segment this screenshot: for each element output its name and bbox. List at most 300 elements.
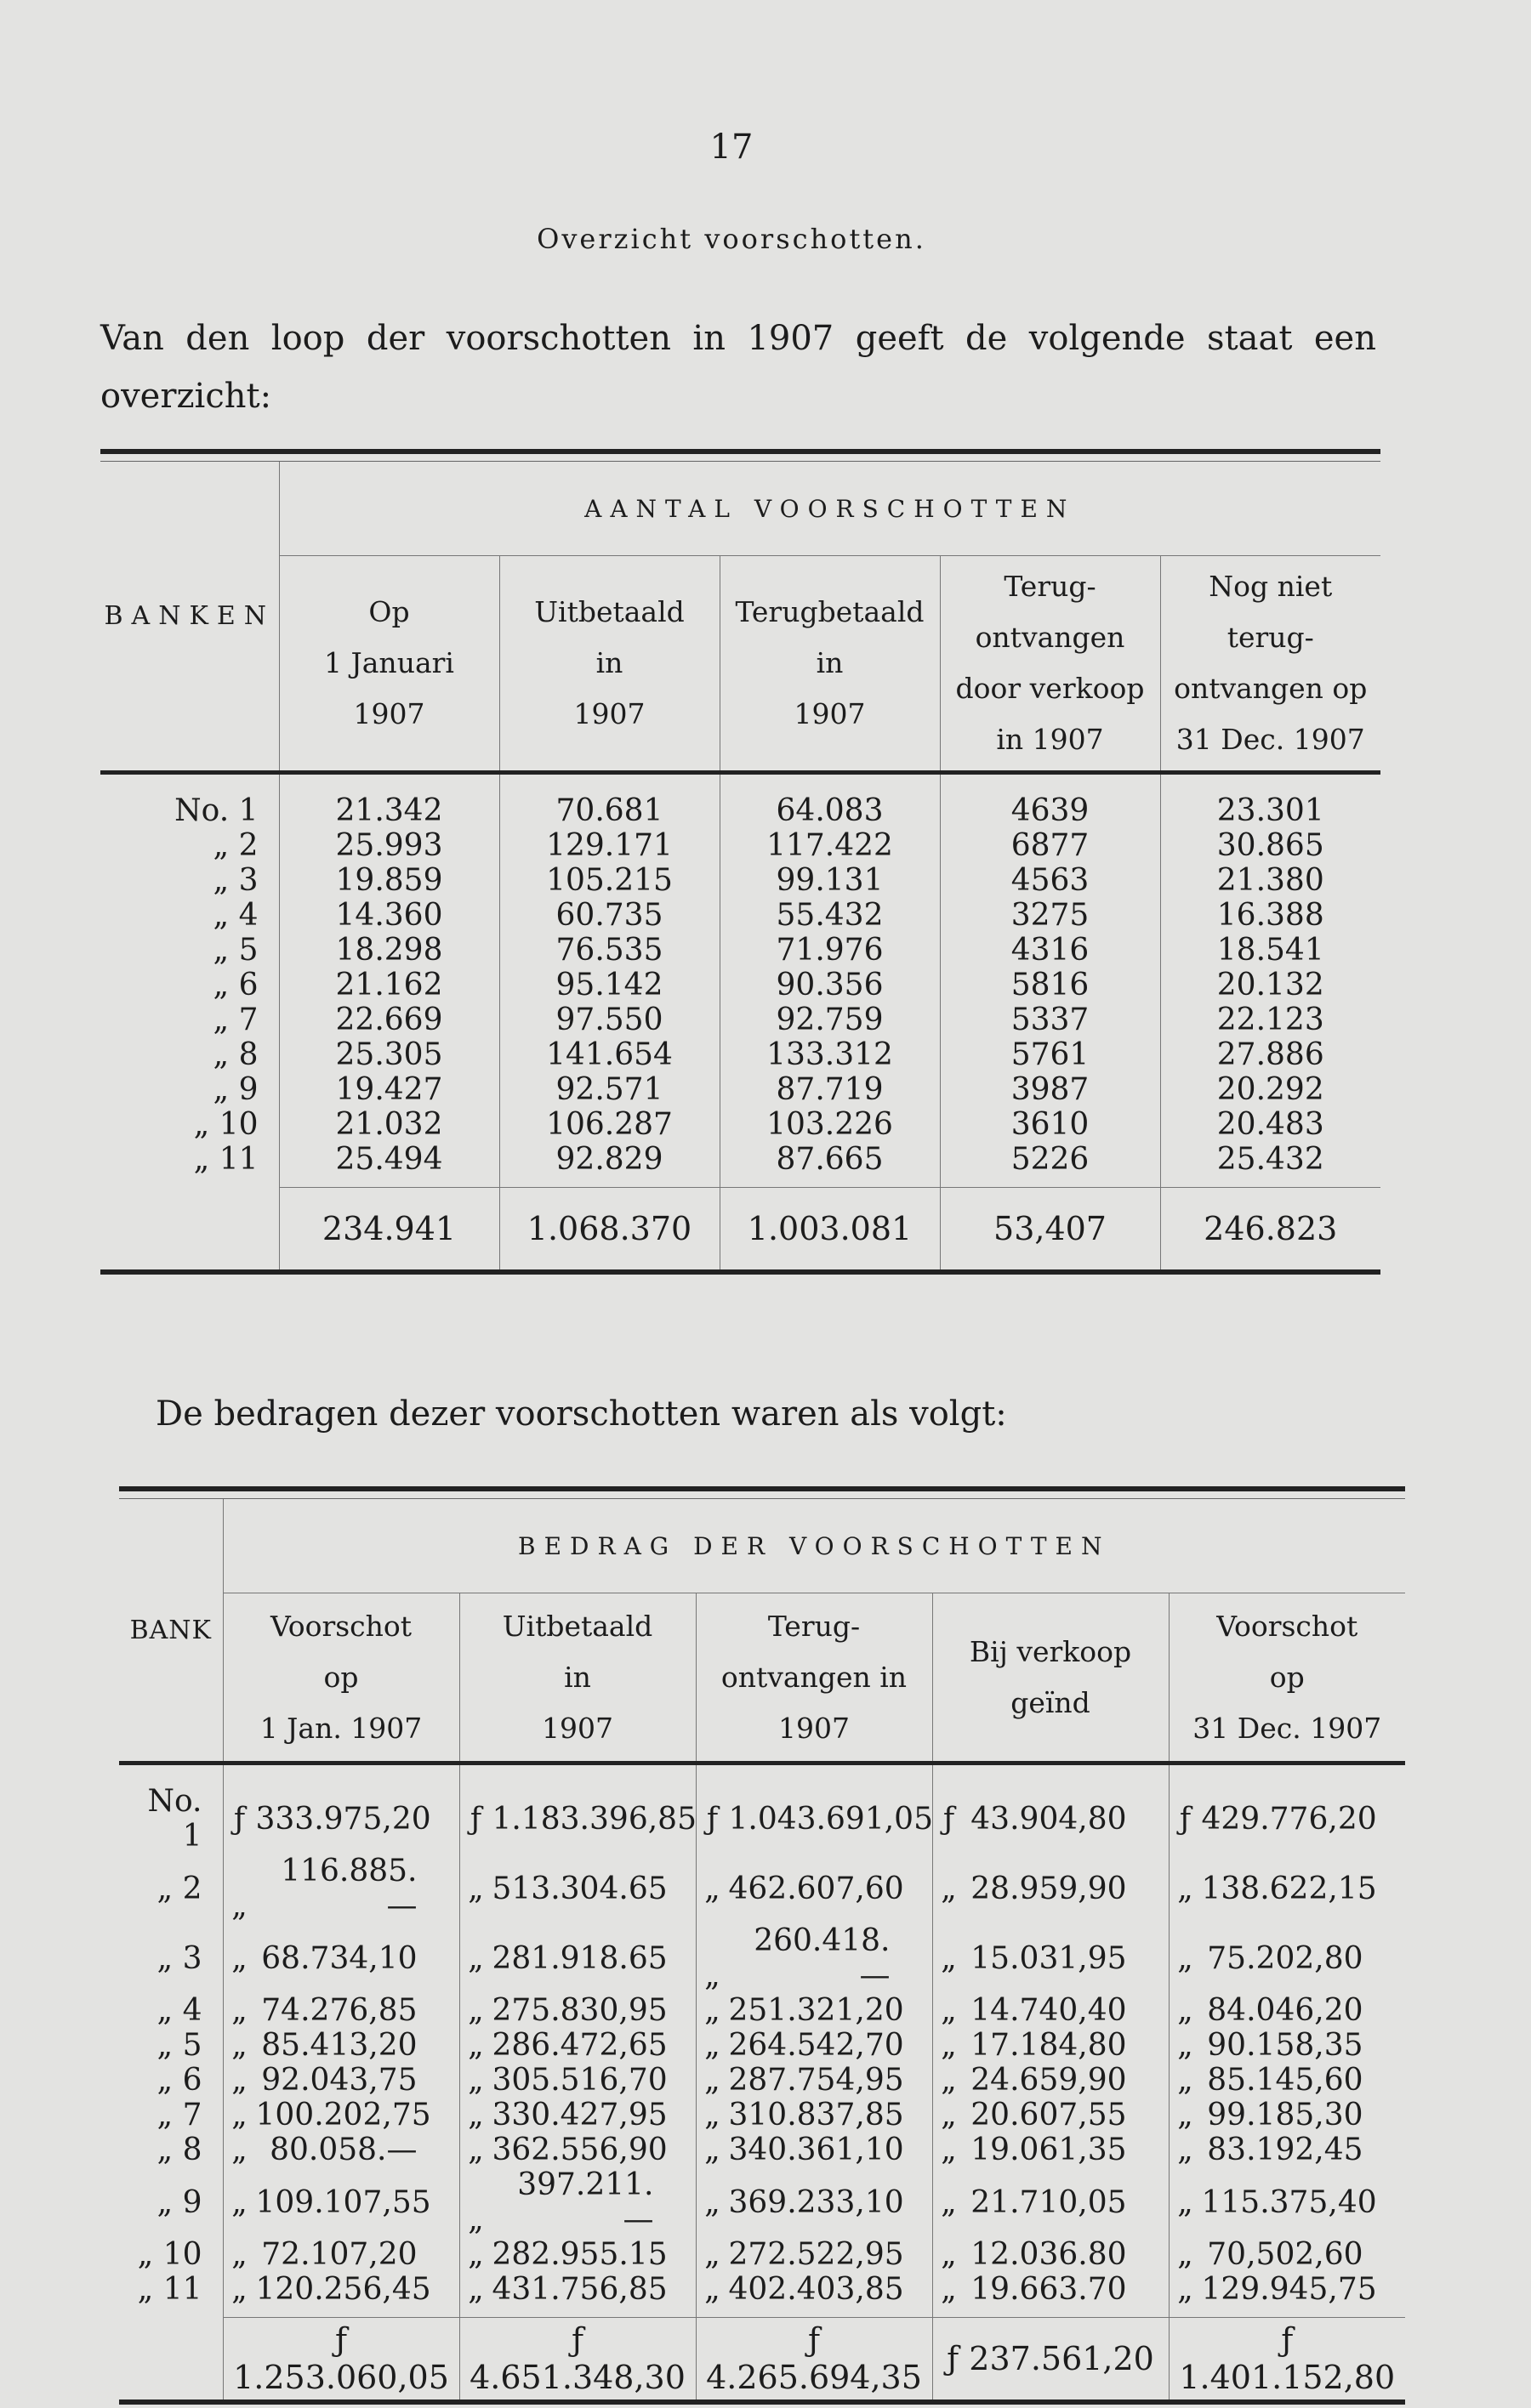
table-cell: 3987 bbox=[940, 1072, 1160, 1107]
cell-value: 275.830,95 bbox=[492, 1993, 668, 2028]
column-header bbox=[499, 556, 720, 773]
cell-value: 282.955.15 bbox=[492, 2237, 668, 2272]
table-row bbox=[100, 1107, 1380, 1142]
table-cell bbox=[696, 1993, 932, 2028]
table-cell bbox=[223, 2098, 459, 2133]
cell-value: 397.211.— bbox=[517, 2167, 654, 2237]
column-header bbox=[279, 556, 499, 773]
table-cell bbox=[459, 2272, 696, 2318]
table-cell: 21.380 bbox=[1160, 863, 1380, 898]
total-cell: 53,407 bbox=[940, 1188, 1160, 1273]
totals-row bbox=[119, 2318, 1405, 2403]
row-label: „ 5 bbox=[157, 2028, 202, 2063]
row-label: „ 6 bbox=[157, 2063, 202, 2098]
table-cell bbox=[932, 1923, 1169, 1993]
row-label: „ 11 bbox=[137, 2272, 202, 2308]
table-cell bbox=[1169, 2167, 1405, 2237]
cell-value: 129.945,75 bbox=[1201, 2272, 1377, 2307]
table-cell: 22.123 bbox=[1160, 1002, 1380, 1037]
column-header-line: Voorschot bbox=[1216, 1609, 1358, 1643]
column-header-line: ontvangen op bbox=[1174, 672, 1368, 705]
column-header-line: Uitbetaald bbox=[534, 595, 685, 628]
currency-prefix: „ bbox=[704, 2272, 720, 2307]
table-cell: 3610 bbox=[940, 1107, 1160, 1142]
table-row bbox=[100, 1142, 1380, 1188]
currency-prefix: ƒ bbox=[706, 1801, 719, 1837]
column-header-line: Op bbox=[368, 595, 410, 628]
currency-prefix: „ bbox=[231, 2184, 248, 2220]
currency-prefix: „ bbox=[1177, 2028, 1193, 2063]
table-cell: 70.681 bbox=[499, 773, 720, 829]
table-cell: 4316 bbox=[940, 933, 1160, 968]
column-header-line: 1 Januari bbox=[324, 646, 454, 679]
column-header-line: Uitbetaald bbox=[502, 1609, 653, 1643]
cell-value: 70,502,60 bbox=[1207, 2237, 1363, 2272]
table-cell bbox=[223, 2028, 459, 2063]
cell-value: 99.185,30 bbox=[1207, 2098, 1363, 2133]
column-header-line: in bbox=[564, 1660, 591, 1694]
cell-value: 462.607,60 bbox=[728, 1871, 904, 1906]
table-cell: 4639 bbox=[940, 773, 1160, 829]
cell-value: 83.192,45 bbox=[1207, 2133, 1363, 2167]
group-header: BEDRAG DER VOORSCHOTTEN bbox=[223, 1499, 1405, 1593]
row-label: „ 7 bbox=[213, 1002, 259, 1037]
table-cell: 55.432 bbox=[720, 898, 940, 933]
currency-prefix: „ bbox=[941, 1871, 957, 1906]
currency-prefix: „ bbox=[468, 2098, 484, 2133]
table-row bbox=[100, 898, 1380, 933]
currency-prefix: „ bbox=[941, 2063, 957, 2098]
table-bedrag-voorschotten bbox=[119, 1486, 1405, 2408]
cell-value: 333.975,20 bbox=[255, 1801, 431, 1837]
table-cell: 25.432 bbox=[1160, 1142, 1380, 1188]
totals-label-spacer bbox=[119, 2318, 223, 2403]
cell-value: 109.107,55 bbox=[255, 2184, 431, 2220]
cell-value: 1.043.691,05 bbox=[728, 1801, 933, 1837]
table-cell: 71.976 bbox=[720, 933, 940, 968]
total-cell: 234.941 bbox=[279, 1188, 499, 1273]
table-cell bbox=[459, 1854, 696, 1923]
currency-prefix: „ bbox=[941, 2184, 957, 2220]
row-label: „ 2 bbox=[157, 1871, 202, 1906]
table-cell: 5226 bbox=[940, 1142, 1160, 1188]
table-cell: 25.993 bbox=[279, 828, 499, 863]
group-header: AANTAL VOORSCHOTTEN bbox=[279, 462, 1380, 556]
table-cell: 5761 bbox=[940, 1037, 1160, 1072]
currency-prefix: „ bbox=[704, 2133, 720, 2167]
column-header-line: Terugbetaald bbox=[735, 595, 925, 628]
table-cell bbox=[223, 2237, 459, 2272]
table-cell bbox=[696, 1854, 932, 1923]
column-header-line: geïnd bbox=[1010, 1685, 1090, 1719]
currency-prefix: „ bbox=[231, 2272, 248, 2307]
total-cell: 1.003.081 bbox=[720, 1188, 940, 1273]
currency-prefix: ƒ bbox=[942, 1801, 955, 1837]
table-row bbox=[119, 1923, 1405, 1993]
cell-value: 19.663.70 bbox=[970, 2272, 1127, 2307]
column-header-line: in bbox=[816, 646, 844, 679]
table-cell bbox=[459, 1763, 696, 1854]
table-row bbox=[100, 773, 1380, 829]
table-cell: 3275 bbox=[940, 898, 1160, 933]
column-header-line: Nog niet bbox=[1209, 570, 1333, 603]
currency-prefix: „ bbox=[468, 2028, 484, 2063]
row-label: „ 4 bbox=[157, 1993, 202, 2028]
table-cell bbox=[696, 1923, 932, 1993]
table-rule-bottom bbox=[100, 1272, 1380, 1278]
currency-prefix: „ bbox=[1177, 2098, 1193, 2133]
currency-prefix: „ bbox=[704, 2028, 720, 2063]
table-cell bbox=[696, 2272, 932, 2318]
total-cell: ƒ 1.253.060,05 bbox=[223, 2318, 459, 2403]
column-header bbox=[696, 1593, 932, 1763]
table-cell: 95.142 bbox=[499, 968, 720, 1002]
table-cell: 20.483 bbox=[1160, 1107, 1380, 1142]
cell-value: 138.622,15 bbox=[1201, 1871, 1377, 1906]
currency-prefix: „ bbox=[704, 2063, 720, 2098]
table-row bbox=[100, 828, 1380, 863]
currency-prefix: ƒ bbox=[470, 1801, 482, 1837]
currency-prefix: „ bbox=[704, 1958, 720, 1993]
cell-value: 1.183.396,85 bbox=[492, 1801, 697, 1837]
cell-value: 272.522,95 bbox=[728, 2237, 904, 2272]
currency-prefix: „ bbox=[1177, 2063, 1193, 2098]
currency-prefix: „ bbox=[468, 1940, 484, 1976]
cell-value: 72.107,20 bbox=[261, 2237, 418, 2272]
cell-value: 310.837,85 bbox=[728, 2098, 904, 2133]
table-cell: 6877 bbox=[940, 828, 1160, 863]
column-header bbox=[1169, 1593, 1405, 1763]
table-rule-bottom bbox=[119, 2402, 1405, 2408]
intro-paragraph bbox=[100, 310, 1376, 425]
table-cell bbox=[459, 2098, 696, 2133]
total-cell: ƒ 4.651.348,30 bbox=[459, 2318, 696, 2403]
currency-prefix: ƒ bbox=[1179, 1801, 1192, 1837]
table-cell bbox=[459, 2167, 696, 2237]
page-number: 17 bbox=[709, 128, 754, 167]
table-cell bbox=[932, 2133, 1169, 2167]
currency-prefix: „ bbox=[941, 1940, 957, 1976]
table-cell: 129.171 bbox=[499, 828, 720, 863]
table-cell: 87.719 bbox=[720, 1072, 940, 1107]
column-header-line: door verkoop bbox=[955, 672, 1145, 705]
table-cell: 87.665 bbox=[720, 1142, 940, 1188]
cell-value: 85.413,20 bbox=[261, 2028, 418, 2063]
cell-value: 431.756,85 bbox=[492, 2272, 668, 2307]
total-cell: 1.068.370 bbox=[499, 1188, 720, 1273]
table-row bbox=[119, 2167, 1405, 2237]
column-header-line: 31 Dec. 1907 bbox=[1192, 1711, 1382, 1745]
cell-value: 17.184,80 bbox=[970, 2028, 1127, 2063]
cell-value: 90.158,35 bbox=[1207, 2028, 1363, 2063]
row-label: „ 2 bbox=[213, 828, 259, 863]
table-row bbox=[100, 863, 1380, 898]
table-cell bbox=[1169, 2133, 1405, 2167]
cell-value: 19.061,35 bbox=[970, 2133, 1127, 2167]
table-cell bbox=[696, 2237, 932, 2272]
table-row bbox=[100, 1002, 1380, 1037]
currency-prefix: „ bbox=[231, 2237, 248, 2272]
currency-prefix: „ bbox=[1177, 1940, 1193, 1976]
column-header-line: Bij verkoop bbox=[969, 1634, 1132, 1668]
table-cell: 27.886 bbox=[1160, 1037, 1380, 1072]
table-cell bbox=[1169, 2063, 1405, 2098]
currency-prefix: „ bbox=[1177, 2184, 1193, 2220]
table-cell bbox=[1169, 1854, 1405, 1923]
table-cell bbox=[459, 1993, 696, 2028]
row-label: „ 5 bbox=[213, 933, 259, 968]
column-header-line: in bbox=[595, 646, 623, 679]
table-cell bbox=[1169, 2272, 1405, 2318]
total-cell: ƒ 1.401.152,80 bbox=[1169, 2318, 1405, 2403]
cell-value: 92.043,75 bbox=[261, 2063, 418, 2098]
row-label: No. 1 bbox=[147, 1784, 202, 1854]
row-label: „ 11 bbox=[193, 1142, 259, 1178]
column-header bbox=[223, 1593, 459, 1763]
column-header-line: Terug- bbox=[1004, 570, 1096, 603]
table-cell: 23.301 bbox=[1160, 773, 1380, 829]
cell-value: 281.918.65 bbox=[492, 1940, 668, 1976]
table-cell bbox=[1169, 2237, 1405, 2272]
table-cell: 18.298 bbox=[279, 933, 499, 968]
column-header-line: 1907 bbox=[353, 697, 425, 730]
cell-value: 429.776,20 bbox=[1201, 1801, 1377, 1837]
row-label-header: BANK bbox=[119, 1499, 223, 1763]
currency-prefix: „ bbox=[468, 2133, 484, 2167]
row-label: „ 7 bbox=[157, 2098, 202, 2133]
currency-prefix: „ bbox=[468, 1871, 484, 1906]
currency-prefix: „ bbox=[941, 2272, 957, 2307]
currency-prefix: „ bbox=[231, 1888, 248, 1923]
cell-value: 14.740,40 bbox=[970, 1993, 1127, 2028]
currency-prefix: „ bbox=[941, 2028, 957, 2063]
table-cell bbox=[932, 1854, 1169, 1923]
cell-value: 21.710,05 bbox=[970, 2184, 1127, 2220]
currency-prefix: „ bbox=[704, 2184, 720, 2220]
table-rule-top bbox=[100, 452, 1380, 462]
currency-prefix: „ bbox=[1177, 2272, 1193, 2307]
table-cell: 64.083 bbox=[720, 773, 940, 829]
table-cell: 22.669 bbox=[279, 1002, 499, 1037]
table-cell bbox=[932, 1993, 1169, 2028]
table-cell bbox=[932, 2098, 1169, 2133]
column-header-line: in 1907 bbox=[996, 723, 1104, 756]
row-label: „ 4 bbox=[213, 898, 259, 933]
intro-b-text: De bedragen dezer voorschotten waren als volgt: bbox=[156, 1394, 1007, 1434]
total-cell: ƒ 237.561,20 bbox=[932, 2318, 1169, 2403]
currency-prefix: „ bbox=[231, 2133, 248, 2167]
currency-prefix: „ bbox=[941, 2133, 957, 2167]
column-header bbox=[940, 556, 1160, 773]
cell-value: 369.233,10 bbox=[728, 2184, 904, 2220]
table-cell bbox=[696, 1763, 932, 1854]
table-cell: 60.735 bbox=[499, 898, 720, 933]
currency-prefix: „ bbox=[231, 2063, 248, 2098]
table-cell bbox=[223, 2272, 459, 2318]
table-cell: 21.342 bbox=[279, 773, 499, 829]
row-label-header: BANKEN bbox=[100, 462, 279, 773]
table-cell: 117.422 bbox=[720, 828, 940, 863]
table-cell: 92.571 bbox=[499, 1072, 720, 1107]
row-label: „ 3 bbox=[213, 863, 259, 898]
cell-value: 264.542,70 bbox=[728, 2028, 904, 2063]
cell-value: 402.403,85 bbox=[728, 2272, 904, 2307]
table-row bbox=[100, 1072, 1380, 1107]
table-cell bbox=[223, 2133, 459, 2167]
currency-prefix: „ bbox=[468, 2063, 484, 2098]
cell-value: 12.036.80 bbox=[970, 2237, 1127, 2272]
currency-prefix: „ bbox=[941, 2237, 957, 2272]
cell-value: 116.885.— bbox=[281, 1854, 418, 1923]
cell-value: 24.659,90 bbox=[970, 2063, 1127, 2098]
table-cell bbox=[932, 2167, 1169, 2237]
intro-line-1: Van den loop der voorschotten in 1907 geeft de volgende staat een bbox=[100, 319, 1376, 358]
table-cell bbox=[696, 2028, 932, 2063]
currency-prefix: „ bbox=[704, 1871, 720, 1906]
table-row bbox=[119, 2133, 1405, 2167]
currency-prefix: „ bbox=[231, 1993, 248, 2028]
table-cell: 76.535 bbox=[499, 933, 720, 968]
table-cell bbox=[932, 2272, 1169, 2318]
table-cell: 105.215 bbox=[499, 863, 720, 898]
totals-row bbox=[100, 1188, 1380, 1273]
table-cell: 19.859 bbox=[279, 863, 499, 898]
column-header-line: op bbox=[1269, 1660, 1305, 1694]
table-cell: 30.865 bbox=[1160, 828, 1380, 863]
cell-value: 260.418.— bbox=[754, 1923, 891, 1993]
table-cell bbox=[696, 2167, 932, 2237]
table-cell bbox=[696, 2098, 932, 2133]
row-label: „ 10 bbox=[193, 1107, 259, 1142]
table-row bbox=[119, 1993, 1405, 2028]
column-header-line: Terug- bbox=[767, 1609, 861, 1643]
table-row bbox=[119, 2237, 1405, 2272]
table-cell bbox=[1169, 1923, 1405, 1993]
currency-prefix: „ bbox=[941, 1993, 957, 2028]
column-header bbox=[1160, 556, 1380, 773]
column-header-line: 1907 bbox=[542, 1711, 613, 1745]
table-cell: 97.550 bbox=[499, 1002, 720, 1037]
table-cell bbox=[459, 1923, 696, 1993]
table-cell bbox=[932, 2063, 1169, 2098]
totals-label-spacer bbox=[100, 1188, 279, 1273]
table-cell bbox=[223, 1854, 459, 1923]
column-header-line: 1907 bbox=[573, 697, 646, 730]
table-cell bbox=[696, 2133, 932, 2167]
table-cell: 14.360 bbox=[279, 898, 499, 933]
table-cell: 92.829 bbox=[499, 1142, 720, 1188]
cell-value: 287.754,95 bbox=[728, 2063, 904, 2098]
column-header-line: 1907 bbox=[778, 1711, 850, 1745]
table-cell: 25.305 bbox=[279, 1037, 499, 1072]
cell-value: 68.734,10 bbox=[261, 1940, 418, 1976]
currency-prefix: „ bbox=[1177, 1871, 1193, 1906]
table-cell bbox=[223, 1993, 459, 2028]
column-header-line: 31 Dec. 1907 bbox=[1175, 723, 1365, 756]
currency-prefix: „ bbox=[941, 2098, 957, 2133]
table-row bbox=[119, 2272, 1405, 2318]
column-header-line: ontvangen bbox=[975, 621, 1125, 654]
column-header-line: op bbox=[323, 1660, 359, 1694]
currency-prefix: „ bbox=[468, 2202, 484, 2237]
table-row bbox=[100, 933, 1380, 968]
row-label: „ 3 bbox=[157, 1940, 202, 1976]
table-cell: 90.356 bbox=[720, 968, 940, 1002]
table-cell: 4563 bbox=[940, 863, 1160, 898]
table-cell: 18.541 bbox=[1160, 933, 1380, 968]
table-cell: 141.654 bbox=[499, 1037, 720, 1072]
table-cell bbox=[932, 2028, 1169, 2063]
table-cell bbox=[932, 2237, 1169, 2272]
currency-prefix: „ bbox=[231, 1940, 248, 1976]
table-cell: 16.388 bbox=[1160, 898, 1380, 933]
table-cell bbox=[223, 2167, 459, 2237]
row-label: „ 10 bbox=[137, 2237, 202, 2272]
table-cell bbox=[932, 1763, 1169, 1854]
table-cell: 106.287 bbox=[499, 1107, 720, 1142]
table-cell: 5816 bbox=[940, 968, 1160, 1002]
table-row bbox=[119, 2063, 1405, 2098]
cell-value: 513.304.65 bbox=[492, 1871, 668, 1906]
row-label: „ 8 bbox=[157, 2133, 202, 2167]
row-label: „ 6 bbox=[213, 968, 259, 1002]
currency-prefix: „ bbox=[468, 1993, 484, 2028]
row-label: „ 8 bbox=[213, 1037, 259, 1072]
cell-value: 20.607,55 bbox=[970, 2098, 1127, 2133]
column-header bbox=[459, 1593, 696, 1763]
currency-prefix: ƒ bbox=[233, 1801, 246, 1837]
row-label: „ 9 bbox=[157, 2184, 202, 2220]
cell-value: 80.058.— bbox=[270, 2133, 418, 2167]
table-row bbox=[100, 968, 1380, 1002]
table-cell bbox=[223, 2063, 459, 2098]
cell-value: 43.904,80 bbox=[970, 1801, 1127, 1837]
table-cell bbox=[223, 1923, 459, 1993]
table-row bbox=[119, 2098, 1405, 2133]
table-rule-top bbox=[119, 1489, 1405, 1499]
cell-value: 330.427,95 bbox=[492, 2098, 668, 2133]
column-header bbox=[720, 556, 940, 773]
table-cell bbox=[223, 1763, 459, 1854]
table-cell: 25.494 bbox=[279, 1142, 499, 1188]
total-cell: ƒ 4.265.694,35 bbox=[696, 2318, 932, 2403]
table-cell bbox=[1169, 2028, 1405, 2063]
row-label: „ 9 bbox=[213, 1072, 259, 1107]
total-cell: 246.823 bbox=[1160, 1188, 1380, 1273]
cell-value: 115.375,40 bbox=[1201, 2184, 1377, 2220]
table-cell: 99.131 bbox=[720, 863, 940, 898]
column-header-line: Voorschot bbox=[270, 1609, 413, 1643]
column-header-line: terug- bbox=[1227, 621, 1314, 654]
table-row bbox=[119, 2028, 1405, 2063]
row-label: No. 1 bbox=[174, 793, 259, 828]
table-row bbox=[119, 1854, 1405, 1923]
table-cell bbox=[459, 2133, 696, 2167]
table-cell: 103.226 bbox=[720, 1107, 940, 1142]
cell-value: 85.145,60 bbox=[1207, 2063, 1363, 2098]
table-cell bbox=[1169, 1993, 1405, 2028]
table-aantal-voorschotten bbox=[100, 449, 1380, 1278]
cell-value: 362.556,90 bbox=[492, 2133, 668, 2167]
table-cell: 92.759 bbox=[720, 1002, 940, 1037]
table-cell: 133.312 bbox=[720, 1037, 940, 1072]
currency-prefix: „ bbox=[704, 2237, 720, 2272]
table-cell bbox=[459, 2028, 696, 2063]
table-cell: 21.162 bbox=[279, 968, 499, 1002]
currency-prefix: „ bbox=[1177, 1993, 1193, 2028]
column-header-line: 1 Jan. 1907 bbox=[259, 1711, 423, 1745]
currency-prefix: „ bbox=[1177, 2133, 1193, 2167]
